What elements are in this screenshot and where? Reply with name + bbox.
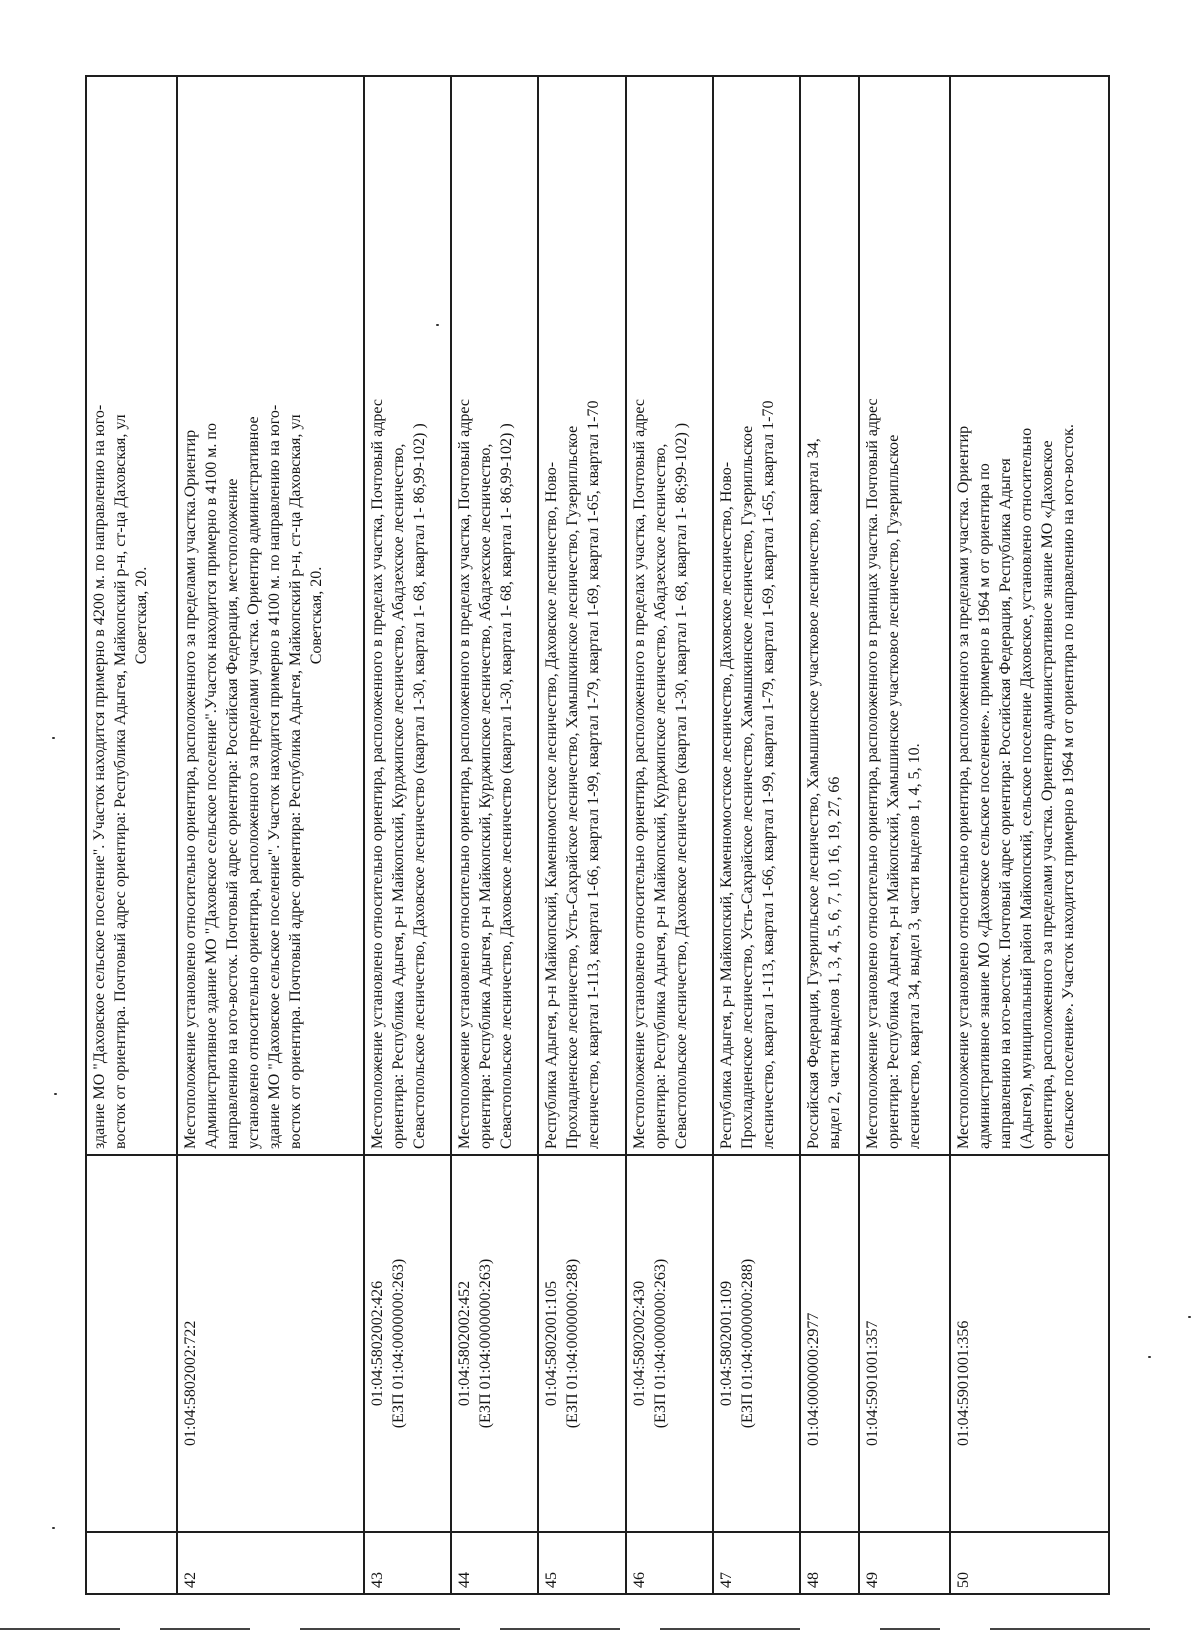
cadastral-number-cell [364, 1155, 451, 1532]
scan-edge-line [990, 1628, 1150, 1630]
scan-edge-line [660, 1628, 800, 1630]
location-description-cell [538, 76, 625, 1155]
table-row [538, 76, 625, 1594]
row-number: 49 [863, 1572, 881, 1588]
description-line: Местоположение установлено относительно ориентира, расположенного за пределами участка.Ориентир [181, 429, 199, 1149]
description-line: Местоположение установлено относительно ориентира, расположенного в пределах участка, Почтовый адрес [455, 399, 473, 1149]
row-number-cell [364, 1532, 451, 1594]
description-line: здание МО "Даховское сельское поселение". Участок находится примерно в 4100 м. по направлению на юго- [265, 404, 283, 1149]
description-line: направлению на юго-восток. Почтовый адрес ориентира: Российская Федерация, Республика Адыгея [996, 458, 1014, 1149]
description-line: ориентира: Республика Адыгея, р-н Майкопский, Курджипское лесничество, Абадзехское лесничество, [389, 443, 407, 1149]
row-number-cell [86, 1532, 177, 1594]
description-line: Республика Адыгея, р-н Майкопский, Каменномостское лесничество, Даховское лесничество, Ново- [717, 461, 735, 1149]
description-line: административное знание МО «Даховское сельское поселение». примерно в 1964 м от ориентира по [975, 463, 993, 1149]
table-body [86, 76, 1109, 1594]
description-line: ориентира: Республика Адыгея, р-н Майкопский, Курджипское лесничество, Абадзехское лесничество, [476, 443, 494, 1149]
row-number-cell [950, 1532, 1109, 1594]
table-row [626, 76, 713, 1594]
row-number: 43 [368, 1572, 386, 1588]
location-description-cell [451, 76, 538, 1155]
cadastral-number: 01:04:5802001:109 [717, 1280, 735, 1407]
row-number-cell [713, 1532, 800, 1594]
table-row [950, 76, 1109, 1594]
cadastral-number-cell [86, 1155, 177, 1532]
location-description-cell [859, 76, 950, 1155]
location-description-cell [626, 76, 713, 1155]
table-row [86, 76, 177, 1594]
scan-speck [52, 1527, 55, 1529]
cadastral-number-cell [451, 1155, 538, 1532]
row-number-cell [451, 1532, 538, 1594]
description-line: Местоположение установлено относительно ориентира, расположенного в пределах участка, Почтовый адрес [368, 399, 386, 1149]
cadastral-number-cell [950, 1155, 1109, 1532]
scan-speck [436, 324, 439, 326]
cadastral-number-cell [538, 1155, 625, 1532]
cadastral-number: 01:04:5802002:722 [181, 1320, 199, 1446]
description-line: Прохладненское лесничество, Усть-Сахрайское лесничество, Хамышкинское лесничество, Гузерипльское [564, 425, 582, 1149]
description-line: восток от ориентира. Почтовый адрес ориентира: Республика Адыгея, Майкопский р-н, ст-ца Даховская, ул [112, 414, 129, 1149]
row-number: 50 [954, 1572, 972, 1588]
cadastral-number: (ЕЗП 01:04:0000000:263) [651, 1258, 669, 1429]
description-line: (Адыгея), муниципальный район Майкопский, сельское поселение Даховское, установлено относительно [1017, 427, 1035, 1149]
cadastral-number-cell [800, 1155, 859, 1532]
row-number: 46 [630, 1572, 648, 1588]
row-number: 48 [805, 1572, 823, 1588]
table-row [177, 76, 364, 1594]
table-row [713, 76, 800, 1594]
description-line: лесничество, квартал 34, выдел 3, части выделов 1, 4, 5, 10. [905, 743, 923, 1149]
scan-edge-line [160, 1628, 250, 1630]
description-line: ориентира: Республика Адыгея, р-н Майкопский, Курджипское лесничество, Абадзехское лесничество, [651, 443, 669, 1149]
cadastral-number: 01:04:5802001:105 [543, 1280, 561, 1407]
cadastral-number: 01:04:5802002:430 [630, 1280, 648, 1407]
description-line: установлено относительно ориентира, расположенного за пределами участка. Ориентир административное [244, 416, 262, 1149]
location-description-cell [800, 76, 859, 1155]
location-description-cell [713, 76, 800, 1155]
cadastral-number: (ЕЗП 01:04:0000000:288) [738, 1258, 756, 1429]
description-line: Административное здание МО "Даховское сельское поселение".Участок находится примерно в 4100 м. по [202, 423, 220, 1149]
location-description-cell [950, 76, 1109, 1155]
row-number-cell [538, 1532, 625, 1594]
description-line: Местоположение установлено относительно ориентира, расположенного за пределами участка. Ориентир [954, 425, 972, 1149]
description-line: Севастопольское лесничество, Даховское лесничество (квартал 1-30, квартал 1- 68, квартал 1- 86;99-102) ) [672, 422, 690, 1149]
description-line: Севастопольское лесничество, Даховское лесничество (квартал 1-30, квартал 1- 68, квартал 1- 86,99-102) ) [410, 423, 428, 1149]
description-line: Республика Адыгея, р-н Майкопский, Каменномостское лесничество, Даховское лесничество, Ново- [543, 461, 561, 1149]
description-line: Севастопольское лесничество, Даховское лесничество (квартал 1-30, квартал 1- 68, квартал 1- 86,99-102) ) [497, 423, 515, 1149]
location-description-cell [86, 76, 177, 1155]
row-number-cell [177, 1532, 364, 1594]
table-row [364, 76, 451, 1594]
cadastral-number: (ЕЗП 01:04:0000000:263) [389, 1258, 407, 1429]
description-line: лесничество, квартал 1-113, квартал 1-66, квартал 1-99, квартал 1-79, квартал 1-69, квартал 1-65, квартал 1-70 [585, 400, 603, 1149]
scan-speck [1148, 1356, 1151, 1358]
row-number-cell [859, 1532, 950, 1594]
description-line: сельское поселение». Участок находится примерно в 1964 м от ориентира по направлению на юго-восток. [1059, 424, 1077, 1149]
row-number: 47 [717, 1572, 735, 1588]
cadastral-number: (ЕЗП 01:04:0000000:288) [564, 1258, 582, 1429]
cadastral-number-cell [713, 1155, 800, 1532]
scan-speck [1188, 1316, 1191, 1318]
scan-speck [52, 737, 55, 739]
scan-edge-line [0, 1628, 120, 1630]
description-line: восток от ориентира. Почтовый адрес ориентира: Республика Адыгея, Майкопский р-н, ст-ца Даховская, ул [286, 414, 304, 1149]
row-number: 45 [543, 1572, 561, 1588]
cadastral-number: 01:04:5901001:357 [863, 1320, 881, 1446]
location-description-cell [364, 76, 451, 1155]
description-line: Прохладненское лесничество, Усть-Сахрайское лесничество, Хамышкинское лесничество, Гузерипльское [738, 425, 756, 1149]
description-line: ориентира, расположенного за пределами участка. Ориентир административное знание МО «Даховское [1038, 440, 1056, 1149]
cadastral-number-cell [859, 1155, 950, 1532]
table-row [800, 76, 859, 1594]
location-description-cell [177, 76, 364, 1155]
land-plots-table [85, 75, 1110, 1595]
description-line: Советская, 20. [307, 566, 325, 665]
row-number-cell [800, 1532, 859, 1594]
description-line: ориентира: Республика Адыгея, р-н Майкопский, Хамышинское участковое лесничество, Гузерипльское [884, 434, 902, 1149]
cadastral-number: 01:04:5802002:452 [455, 1280, 473, 1407]
scan-edge-line [880, 1628, 940, 1630]
scan-speck [54, 1093, 57, 1095]
cadastral-number: 01:04:0000000:2977 [805, 1312, 823, 1446]
description-line: Местоположение установлено относительно ориентира, расположенного в границах участка. Почтовый адрес [863, 398, 881, 1149]
description-line: лесничество, квартал 1-113, квартал 1-66, квартал 1-99, квартал 1-79, квартал 1-69, квартал 1-65, квартал 1-70 [759, 400, 777, 1149]
scan-edge-line [500, 1628, 620, 1630]
rotated-page [85, 75, 1110, 1595]
description-line: направлению на юго-восток. Почтовый адрес ориентира: Российская Федерация, местоположение [223, 478, 241, 1149]
description-line: Российская Федерация, Гузерипльское лесничество, Хамышинское участковое лесничество, квартал 34, [805, 438, 823, 1149]
scan-edge-line [300, 1628, 460, 1630]
table-row [451, 76, 538, 1594]
row-number-cell [626, 1532, 713, 1594]
cadastral-number: 01:04:5802002:426 [368, 1280, 386, 1407]
cadastral-number-cell [177, 1155, 364, 1532]
table-row [859, 76, 950, 1594]
row-number: 44 [455, 1572, 473, 1588]
description-line: Советская, 20. [133, 566, 150, 665]
description-line: Местоположение установлено относительно ориентира, расположенного в пределах участка, Почтовый адрес [630, 399, 648, 1149]
cadastral-number: (ЕЗП 01:04:0000000:263) [476, 1258, 494, 1429]
description-line: выдел 2, части выделов 1, 3, 4, 5, 6, 7, 10, 16, 19, 27, 66 [826, 776, 844, 1149]
cadastral-number: 01:04:5901001:356 [954, 1320, 972, 1446]
description-line: здание МО "Даховское сельское поселение". Участок находится примерно в 4200 м. по направлению на юго- [91, 404, 108, 1149]
row-number: 42 [181, 1572, 199, 1588]
cadastral-number-cell [626, 1155, 713, 1532]
